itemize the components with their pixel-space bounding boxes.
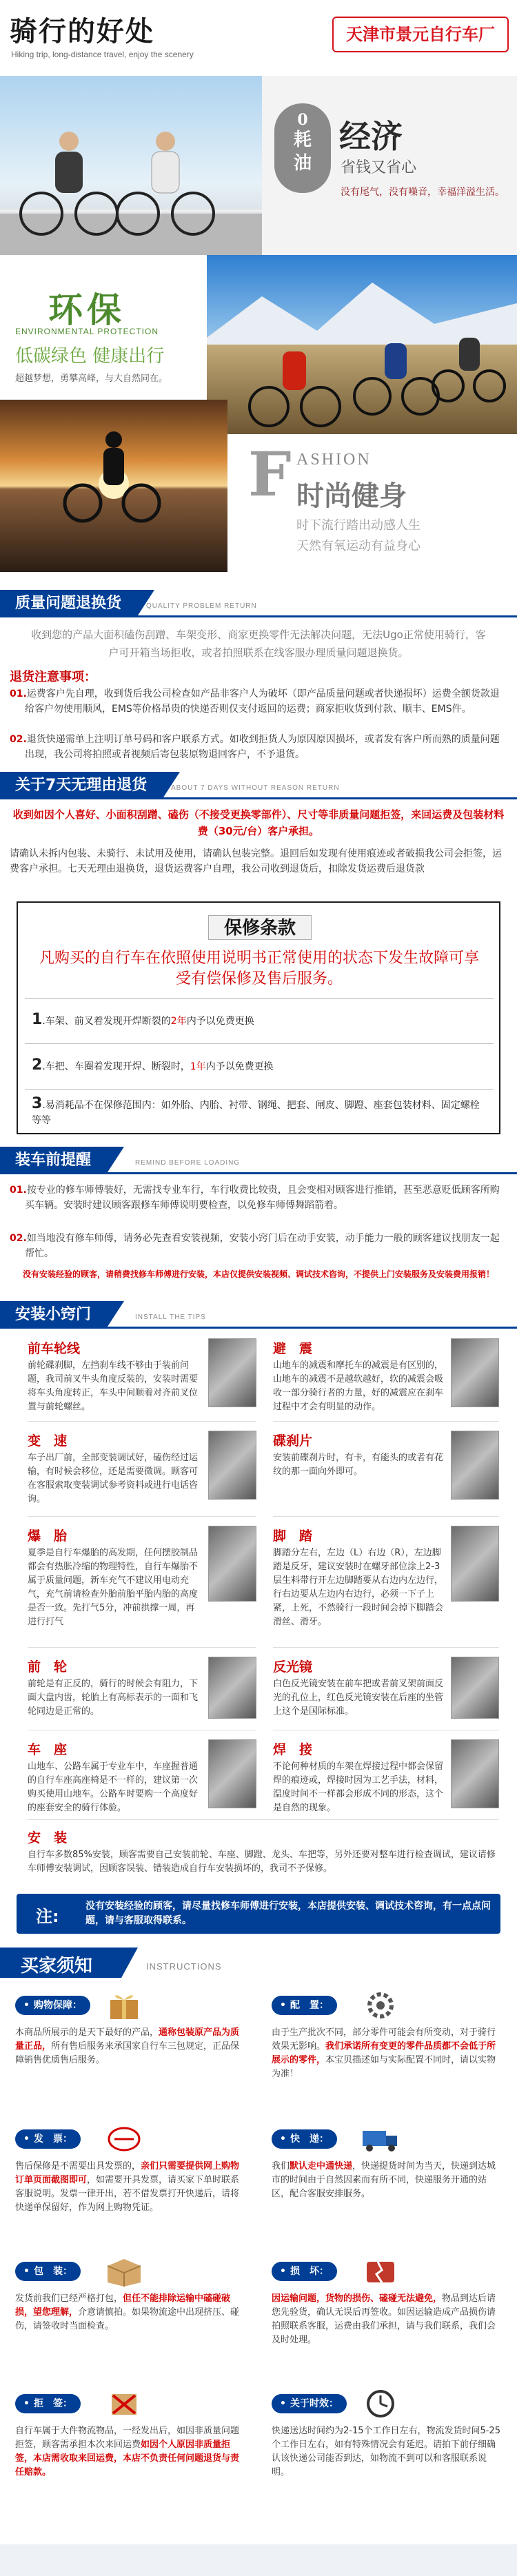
- seven-day-return-header: [0, 772, 517, 799]
- tip-title: 焊 接: [273, 1742, 313, 1757]
- item-text: 运费客户先自理，收到货后我公司检查如产品非客户人为破坏（即产品质量问题或者快递损坏）运费全额货款退给客户勿使用顺风，EMS等价格昂贵的快递否则仅支付返回的运费；商家拒收货到付款、顺丰、EMS件。: [25, 688, 500, 715]
- card-text-tail: 本宝贝描述如与实际配置不同时，请以实物为准！: [272, 2055, 496, 2079]
- circle-char-2: 油: [293, 153, 312, 174]
- tip-text: 山地车、公路车属于专业车中，车座握普通的自行车座高座椅是不一样的，建议第一次购买使用山地车。公路车时要购一个高度好的座套安全的骑行体验。: [28, 1761, 199, 1813]
- tip-text: 前轮是有正反的，骑行的时候会有阻力，下面大盘内齿，轮胎上有高标表示的一面和飞轮同边是正常的。: [28, 1679, 199, 1717]
- row-text-tail: 内予以免费更换: [205, 1061, 274, 1072]
- note-text: 没有安装经验的顾客，请尽量找修车师傅进行安装，本店提供安装、调试技术咨询，有一点点问题，请与客服取得联系。: [85, 1901, 491, 1926]
- seven-day-text: 请确认未拆内包装、未骑行、未试用及使用，请确认包装完整。退回后如发现有使用痕迹或者破损我公司会拒签，运费客户承担。七天无理由退换货，退货运费客户自理，我公司收到退货后，扣除发货运费后退货款: [10, 848, 502, 875]
- tip-text: 车子出厂前，全部变装调试好，磕伤经过运输，有时候会移位，还是需要微调。顾客可在客服索取变装调试参考资料或进行电话咨询。: [28, 1453, 199, 1504]
- install-tips-header: [0, 1301, 517, 1329]
- tip-text: 山地车的减震和摩托车的减震是有区别的，山地车的减震不是越软越好，软的减震会吸收一部分骑行者的力量，好的减震应在刹车过程中才会有明显的动作。: [273, 1360, 444, 1412]
- notice-card-damage: [266, 2255, 509, 2372]
- seven-day-return-en: ABOUT 7 DAYS WITHOUT REASON RETURN: [171, 784, 340, 792]
- divider: [28, 1647, 256, 1648]
- card-text: [15, 2292, 247, 2333]
- install-reminder-item: [10, 1231, 506, 1261]
- environment-tagline: 低碳绿色 健康出行: [15, 346, 165, 367]
- install-reminder-en: REMIND BEFORE LOADING: [135, 1159, 241, 1167]
- row-text: .车把、车圈着发现开焊、断裂时，: [42, 1061, 190, 1072]
- mountain-cyclists-illustration: [207, 255, 517, 434]
- tip-text: 夏季是自行车爆胎的高发期，任何摆胶制品都会有热胀冷缩的物理特性，自行车爆胎不属于质量问题，新车充气不建议用电动充气，充气前请检查外胎前胎平胎内胎的高度是否一致。先打气5分，冲前拱撑一周，再进行打气: [28, 1548, 199, 1627]
- environment-heading: 环保: [48, 289, 125, 330]
- seven-day-red-notice: 收到如因个人喜好、小面积刮蹭、磕伤（不接受更换零部件）、尺寸等非质量问题拒签，来回运费及包装材料费（30元/台）客户承担。: [12, 808, 505, 837]
- tip-title: 爆 胎: [28, 1529, 68, 1544]
- install-tips-title: 安装小窍门: [0, 1301, 106, 1329]
- warranty-box: [17, 901, 500, 1134]
- card-text: [15, 2160, 247, 2215]
- invoice-stamp-icon: [101, 2124, 148, 2154]
- card-text: [272, 2160, 503, 2201]
- seven-day-return-title: 关于7天无理由退货: [0, 772, 162, 799]
- front-wheel-photo: [208, 1338, 256, 1407]
- item-text: 按专业的修车师傅装好，无需找专业车行，车行收费比较贵，且会变相对顾客进行推销，甚至恶意贬低顾客所购买车辆。安装时建议顾客跟修车师傅说明要检查，以免修车师傅舞蹈箭着。: [25, 1185, 500, 1211]
- card-text-highlight: 我们承诺所有变更的零件品质都不会低于所展示的零件，: [272, 2041, 496, 2065]
- warranty-row: [25, 998, 494, 1041]
- notice-card-guarantee: [10, 1989, 252, 2106]
- card-text-plain: 快递送达时间约为2-15个工作日左右，物流发货时间5-25个工作日左右，如有特殊情况会有延迟。请拍下前仔细确认该快递公司能否到达，如物流不到可以和客服联系说明。: [272, 2426, 501, 2477]
- item-text: 如当地没有修车师傅，请务必先查看安装视频，安装小窍门后在动手安装，动手能力一般的顾客建议找朋友一起帮忙。: [25, 1233, 500, 1259]
- fashion-en-label: ASHION: [296, 451, 372, 469]
- quality-return-header: [0, 590, 517, 617]
- card-text-plain: 我们: [272, 2161, 290, 2171]
- item-number: 02.: [10, 1233, 27, 1244]
- install-tips-en: INSTALL THE TIPS: [135, 1313, 206, 1321]
- environment-en-label: ENVIRONMENTAL PROTECTION: [15, 327, 159, 336]
- tip-text: 安装前碟刹片时，有卡，有能头的或者有花纹的那一面向外即可。: [273, 1453, 444, 1477]
- notice-card-invoice: [10, 2123, 252, 2240]
- card-text-highlight: 如因个人原因非质量拒签，本店需收取来回运费，本店不负责任何问题退货与责任赔款。: [15, 2440, 240, 2477]
- sunset-cyclist-illustration: [0, 400, 227, 572]
- install-reminder-red-notice: 没有安装经验的顾客，请稍费找修车师傅进行安装，本店仅提供安装视频、调试技术咨询，不提供上门安装服务及安装费用报销！: [22, 1269, 494, 1279]
- tire-photo: [208, 1526, 256, 1602]
- row-highlight: 1年: [190, 1061, 206, 1072]
- install-note-bar: [17, 1894, 500, 1934]
- card-text-highlight: 因运输问题，货物的损伤、磕碰无法避免，: [272, 2293, 443, 2304]
- reflector-photo: [451, 1657, 499, 1719]
- card-text-plain: 本商品所展示的是天下最好的产品，: [15, 2027, 159, 2038]
- row-text: .车架、前叉着发现开焊断裂的: [42, 1016, 171, 1027]
- card-label: • 损 坏：: [272, 2262, 337, 2281]
- zero-fuel-circle: [274, 103, 331, 193]
- row-number: 2: [32, 1056, 43, 1074]
- card-text-tail: ，快递提货时间为当天，快递到达城市的时间由于自然因素而有所不同，快递服务开通的站区，配合客服安排服务。: [272, 2161, 496, 2199]
- quality-return-title: 质量问题退换货: [0, 590, 136, 617]
- shop-name-badge: 天津市景元自行车厂: [332, 17, 509, 52]
- warranty-title: 保修条款: [208, 915, 312, 940]
- row-number: 3: [32, 1095, 43, 1112]
- environment-panel: [0, 255, 207, 400]
- row-text: .易消耗品不在保修范围内：如外胎、内胎、衬带、钢绳、把套、闸皮、脚蹬、座套包装材料、固定螺栓等等: [32, 1100, 480, 1126]
- clock-icon: [357, 2389, 404, 2419]
- broken-item-icon: [357, 2256, 404, 2287]
- gift-box-icon: [101, 1990, 148, 2021]
- warranty-row: [25, 1089, 494, 1132]
- install-reminder-title: 装车前提醒: [0, 1147, 106, 1174]
- cyclists-illustration: [0, 76, 262, 255]
- card-label: • 包 装：: [15, 2262, 81, 2281]
- card-label: • 购物保障：: [15, 1996, 90, 2015]
- delivery-truck-icon: [357, 2124, 404, 2154]
- row-highlight: 2年: [170, 1016, 187, 1027]
- divider: [273, 1421, 499, 1422]
- page-subtitle: Hiking trip, long-distance travel, enjoy the scenery: [11, 50, 194, 59]
- divider: [28, 1421, 256, 1422]
- card-text: [272, 2026, 503, 2081]
- card-label: • 发 票：: [15, 2129, 81, 2149]
- card-text: [15, 2026, 247, 2067]
- buyer-notice-header: [0, 1948, 517, 1978]
- gear-icon: [357, 1990, 404, 2021]
- circle-char-1: 耗: [293, 130, 312, 150]
- package-icon: [101, 2256, 148, 2287]
- card-text: [272, 2424, 503, 2480]
- pedal-photo: [451, 1526, 499, 1602]
- derailleur-photo: [208, 1431, 256, 1500]
- buyer-notice-title: 买家须知: [21, 1956, 93, 1976]
- card-label: • 快 递：: [272, 2129, 337, 2149]
- tip-text: 不论何种材质的车架在焊接过程中都会保留焊的痕迹或，焊接时因为工艺手法，材料，温度时间不一样都会形成不同的形态，这个是自然的现象。: [273, 1761, 444, 1813]
- suspension-photo: [451, 1338, 499, 1407]
- install-reminder-item: [10, 1183, 506, 1213]
- card-text-tail: ，如需要开具发票，请买家下单时联系客服说明。发票一律开出，若不借发票打开快递后，请将快递单保留好，作为网上购物凭证。: [15, 2175, 240, 2213]
- row-text-tail: 内予以免费更换: [186, 1016, 254, 1027]
- return-notice-title: 退货注意事项：: [10, 670, 97, 684]
- return-notice-item: [10, 732, 506, 762]
- tip-title: 前 轮: [28, 1659, 68, 1675]
- notice-card-rejection: [10, 2387, 252, 2504]
- divider: [273, 1516, 499, 1517]
- page-title: 骑行的好处: [10, 15, 154, 48]
- tip-title: 变 速: [28, 1433, 68, 1449]
- card-text-tail: 物品到达后请您先验货，确认无误后再签收。如因运输造成产品损伤请拍照联系客服，运费由我们承担，请与我们联系，我们会及时处理。: [272, 2293, 496, 2345]
- brake-pad-photo: [451, 1431, 499, 1500]
- tip-title: 避 震: [273, 1341, 313, 1356]
- card-text-tail: 所有售后服务来承国家自行车三包规定，正品保障销售优质售后服务。: [15, 2041, 240, 2065]
- economy-tagline: 省钱又省心: [341, 159, 417, 176]
- card-text-tail: 介意请慎拍。如果物流途中出现挤压、碰伤，请签收时当面检查。: [15, 2307, 240, 2331]
- rejected-box-icon: [101, 2389, 148, 2419]
- card-text-highlight: 默认走中通快递: [290, 2161, 353, 2171]
- tip-text: 脚踏分左右，左边（L）右边（R），左边脚踏是反牙，建议安装时在螺牙部位涂上2-3层生料带行开左边脚踏要从右边内左边行，行右边要从左边内右边行，必须一下子上紧，上死，不然骑行一段时间会掉下脚踏会滑丝、滑牙。: [273, 1548, 444, 1627]
- install-reminder-header: [0, 1147, 517, 1174]
- quality-return-text: 收到您的产品大面积磕伤刮蹭、车架变形、商家更换零件无法解决问题，无法Ugo正常使用骑行，客户可开箱当场拒收，或者拍照联系在线客服办理质量问题退换货。: [31, 628, 486, 659]
- card-label: • 配 置：: [272, 1996, 337, 2015]
- tip-title: 碟刹片: [273, 1433, 313, 1449]
- card-text-plain: 发货前我们已经严格打包，: [15, 2293, 123, 2304]
- divider: [28, 1819, 499, 1820]
- weld-photo: [451, 1739, 499, 1808]
- quality-return-en: QUALITY PROBLEM RETURN: [146, 602, 257, 610]
- fashion-panel: [227, 434, 517, 572]
- note-label: 注:: [36, 1907, 59, 1926]
- title-banner: [0, 0, 517, 76]
- item-text: 退货快递需单上注明订单号码和客户联系方式。如收到拒货人为原因原因损坏，或者发有客户所而熟的质量问题出现，我公司将拍照或者视频后寄包装原物退回客户，不予退货。: [25, 734, 500, 760]
- card-text-highlight: 但任不能排除运输中磕碰破损，望您理解，: [15, 2293, 231, 2318]
- fashion-initial: F: [248, 438, 292, 510]
- saddle-photo: [208, 1739, 256, 1808]
- card-text-plain: 售后保修是不需要出具发票的，: [15, 2161, 141, 2171]
- environment-description: 超越梦想，勇攀高峰，与大自然同在。: [15, 374, 168, 384]
- fashion-heading: 时尚健身: [296, 480, 407, 512]
- card-text-plain: 由于生产批次不同，部分零件可能会有所变动，对于骑行效果无影响。: [272, 2027, 496, 2052]
- warranty-statement: 凡购买的自行车在依照使用说明书正常使用的状态下发生故障可享受有偿保修及售后服务。: [39, 950, 479, 988]
- tip-title: 车 座: [28, 1742, 68, 1757]
- item-number: 01.: [10, 688, 27, 699]
- sunset-rider-photo: [0, 400, 227, 572]
- item-number: 01.: [10, 1185, 27, 1196]
- card-text-plain: 自行车属于大件物流物品，一经发出后，如因非质量问题拒签，顾客需承担本次来回运费: [15, 2426, 240, 2450]
- card-label: • 关于时效：: [272, 2394, 347, 2413]
- front-hub-photo: [208, 1657, 256, 1719]
- fashion-line-1: 时下流行踏出动感人生: [296, 518, 420, 533]
- row-number: 1: [32, 1011, 43, 1028]
- page-footer: [0, 2544, 517, 2576]
- economy-heading: 经济: [339, 118, 403, 155]
- tip-title: 反光镜: [273, 1659, 313, 1675]
- divider: [273, 1647, 499, 1648]
- economy-panel: [262, 76, 517, 255]
- card-text: [272, 2292, 503, 2347]
- return-notice-item: [10, 686, 506, 717]
- notice-card-configuration: [266, 1989, 509, 2106]
- tip-text: 自行车多数85%安装，顾客需要自己安装前轮、车座、脚蹬、龙头、车把等，另外还要对整车进行检查调试，建议请修车师傅安装调试，因顾客误装、错装造成自行车安装损坏的，我司不予保修。: [28, 1850, 496, 1874]
- tip-title: 前车轮线: [28, 1341, 81, 1356]
- notice-card-packaging: [10, 2255, 252, 2372]
- tip-title: 安 装: [28, 1830, 68, 1846]
- card-text-highlight: 通称包装原产品为质量正品，: [15, 2027, 240, 2052]
- card-label: • 拒 签：: [15, 2394, 81, 2413]
- divider: [28, 1516, 256, 1517]
- notice-card-express: [266, 2123, 509, 2240]
- fashion-line-2: 天然有氧运动有益身心: [296, 539, 420, 553]
- mountain-riders-photo: [207, 255, 517, 434]
- tip-text: 前轮碟刹脚，左挡刹车线不够由于装前问题，我司前叉牛头角度反装的，安装时需要将车头角度转正，车头中间顺着对齐前叉位置与前轮螺丝。: [28, 1360, 199, 1412]
- economy-description: 没有尾气，没有噪音，幸福洋溢生活。: [341, 187, 505, 198]
- tip-title: 脚 踏: [273, 1529, 313, 1544]
- warranty-row: [25, 1043, 494, 1086]
- item-number: 02.: [10, 734, 27, 745]
- card-text-highlight: 亲们只需要提供网上购物订单页面截图即可: [15, 2161, 240, 2185]
- tip-text: 白色反光镜安装在前车把或者前叉架前面反光的孔位上，红色反光镜安装在后座的坐管上这个是国际标准。: [273, 1679, 444, 1717]
- card-text: [15, 2424, 247, 2480]
- notice-card-timeliness: [266, 2387, 509, 2504]
- riders-photo-1: [0, 76, 262, 255]
- zero-figure: 0: [297, 111, 308, 129]
- buyer-notice-en: INSTRUCTIONS: [146, 1961, 222, 1972]
